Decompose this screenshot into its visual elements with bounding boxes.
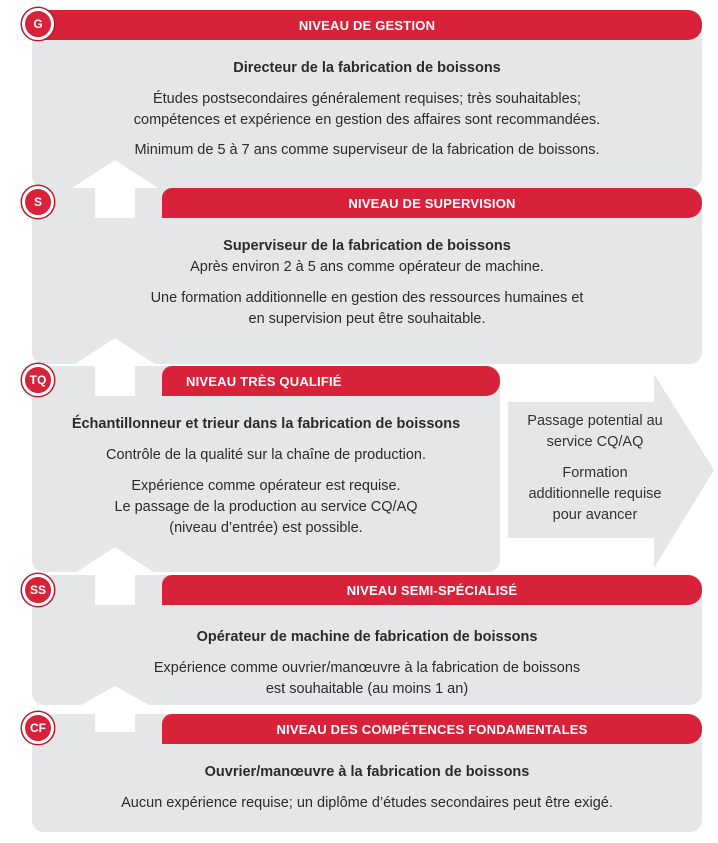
tres-qualifie-line4: (niveau d’entrée) est possible. xyxy=(169,520,363,536)
qa-path-line2: service CQ/AQ xyxy=(546,434,644,450)
tres-qualifie-line1: Contrôle de la qualité sur la chaîne de production. xyxy=(105,447,426,463)
competences-fondamentales-title: Ouvrier/manœuvre à la fabrication de boissons xyxy=(204,764,530,780)
header-competences-fondamentales: NIVEAU DES COMPÉTENCES FONDAMENTALES xyxy=(162,714,702,744)
qa-path-line3: Formation xyxy=(562,465,628,481)
tres-qualifie-title: Échantillonneur et trieur dans la fabrication de boissons xyxy=(71,416,461,432)
badge-tq: TQ xyxy=(22,364,54,396)
gestion-title: Directeur de la fabrication de boissons xyxy=(233,60,501,76)
header-supervision: NIVEAU DE SUPERVISION xyxy=(162,188,702,218)
competences-fondamentales-line1: Aucun expérience requise; un diplôme d’études secondaires peut être exigé. xyxy=(121,795,613,811)
qa-path-line5: pour avancer xyxy=(552,507,638,523)
semi-specialise-content xyxy=(32,627,702,700)
gestion-content xyxy=(32,58,702,161)
badge-g: G xyxy=(22,8,54,40)
semi-specialise-title: Opérateur de machine de fabrication de boissons xyxy=(196,629,538,645)
qa-path-text xyxy=(508,411,682,526)
semi-specialise-line1: Expérience comme ouvrier/manœuvre à la fabrication de boissons xyxy=(153,660,581,676)
header-gestion: NIVEAU DE GESTION xyxy=(32,10,702,40)
tres-qualifie-line2: Expérience comme opérateur est requise. xyxy=(131,478,401,494)
supervision-title: Superviseur de la fabrication de boissons xyxy=(223,238,511,254)
header-semi-specialise: NIVEAU SEMI-SPÉCIALISÉ xyxy=(162,575,702,605)
competences-fondamentales-content xyxy=(32,762,702,814)
gestion-line3: Minimum de 5 à 7 ans comme superviseur de la fabrication de boissons. xyxy=(134,142,600,158)
badge-cf: CF xyxy=(22,712,54,744)
up-arrow-ss-to-tq xyxy=(72,547,158,605)
supervision-content xyxy=(32,236,702,330)
supervision-line2: Une formation additionnelle en gestion des ressources humaines et xyxy=(150,290,584,306)
badge-s: S xyxy=(22,186,54,218)
header-tres-qualifie: NIVEAU TRÈS QUALIFIÉ xyxy=(162,366,500,396)
semi-specialise-line2: est souhaitable (au moins 1 an) xyxy=(265,681,469,697)
badge-ss: SS xyxy=(22,574,54,606)
tres-qualifie-line3: Le passage de la production au service CQ/AQ xyxy=(114,499,418,515)
gestion-line1: Études postsecondaires généralement requises; très souhaitables; xyxy=(152,91,581,107)
up-arrow-s-to-g xyxy=(72,160,158,218)
gestion-line2: compétences et expérience en gestion des affaires sont recommandées. xyxy=(133,112,601,128)
supervision-line1: Après environ 2 à 5 ans comme opérateur de machine. xyxy=(190,259,544,275)
qa-path-line4: additionnelle requise xyxy=(528,486,662,502)
qa-path-line1: Passage potential au xyxy=(527,413,663,429)
tres-qualifie-content xyxy=(32,414,500,539)
supervision-line3: en supervision peut être souhaitable. xyxy=(248,311,486,327)
up-arrow-tq-to-s xyxy=(72,338,158,396)
